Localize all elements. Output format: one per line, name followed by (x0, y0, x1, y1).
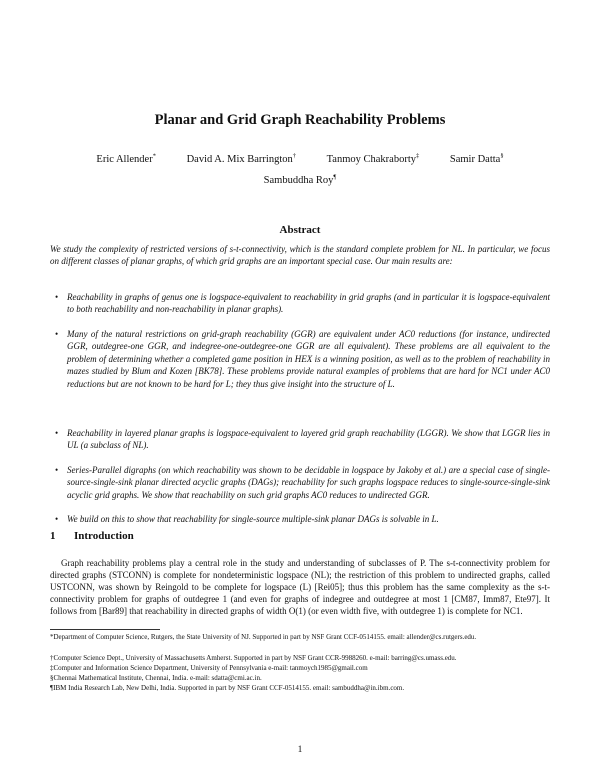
result-item-layered: • Reachability in layered planar graphs is logspace-equivalent to layered grid graph reachability (LGGR). We show that LGGR lies in UL (a subclass of NL). (67, 427, 550, 452)
author-allender: Eric Allender* (96, 152, 156, 165)
author-roy: Sambuddha Roy¶ (263, 173, 337, 186)
paper-title: Planar and Grid Graph Reachability Problems (154, 112, 446, 128)
footnote-datta: §Chennai Mathematical Institute, Chennai, India. e-mail: sdatta@cmi.ac.in. (50, 674, 262, 682)
author-chakraborty: Tanmoy Chakraborty‡ (326, 152, 420, 165)
result-item-multiple-sink: • We build on this to show that reachability for single-source multiple-sink planar DAGs is solvable in L. (67, 513, 550, 525)
introduction-paragraph: Graph reachability problems play a central role in the study and understanding of subclasses of P. The s-t-connectivity problem for directed graphs (STCONN) is complete for nondeterministic logspace (NL); the restriction of this problem to undirected graphs, called USTCONN, was shown by Reingold to be complete for logspace (L) [Rei05]; thus this problem has the same complexity as the s-t-connectivity problem for graphs of outdegree 1 (and even for graphs of indegree and outdegree at most 1 [CM87, Imm87, Ete97]. It follows from [Bar89] that reachability in directed graphs of width O(1) (or even width five, with outdegree 1) is complete for NC1. (50, 558, 550, 616)
author-line-2 (0, 173, 600, 186)
section-heading-introduction (50, 530, 134, 542)
footnote-allender: *Department of Computer Science, Rutgers, the State University of NJ. Supported in part by NSF Grant CCF-0514155. email: allender@cs.rutgers.edu. (50, 633, 477, 641)
author-datta: Samir Datta§ (449, 152, 504, 165)
section-number: 1 (50, 530, 56, 542)
footnote-roy: ¶IBM India Research Lab, New Delhi, India. Supported in part by NSF Grant CCF-0514155. email: sambuddha@in.ibm.com. (50, 684, 405, 692)
abstract-intro: We study the complexity of restricted versions of s-t-connectivity, which is the standard complete problem for NL. In particular, we focus on different classes of planar graphs, of which grid graphs are an important special case. Our main results are: (50, 244, 550, 267)
section-title: Introduction (74, 530, 134, 542)
abstract-body (50, 243, 550, 524)
result-item-series-parallel: • Series-Parallel digraphs (on which reachability was shown to be decidable in logspace by Jakoby et al.) are a special case of single-source-single-sink planar directed acyclic graphs (DAGs); reachability for such graphs logspace reduces to single-source-single-sink acyclic grid graphs. We show that reachability on such grid graphs AC0 reduces to undirected GGR. (67, 464, 550, 501)
footnote-barrington: †Computer Science Dept., University of Massachusetts Amherst. Supported in part by NSF Grant CCR-9988260. e-mail: barring@cs.umass.edu. (50, 654, 457, 662)
result-item-genus-one: • Reachability in graphs of genus one is logspace-equivalent to reachability in grid graphs (and in particular it is logspace-equivalent to both reachability and non-reachability in planar graphs). (67, 291, 550, 316)
footnote-rule (50, 629, 160, 630)
author-barrington: David A. Mix Barrington† (186, 152, 296, 165)
author-line-1 (0, 152, 600, 165)
abstract-heading: Abstract (279, 224, 321, 236)
footnote-chakraborty: ‡Computer and Information Science Department, University of Pennsylvania e-mail: tanmoych1985@gmail.com (50, 664, 368, 672)
result-item-ggr: • Many of the natural restrictions on grid-graph reachability (GGR) are equivalent under AC0 reductions (for instance, undirected GGR, outdegree-one GGR, and indegree-one-outdegree-one GGR are all equivalent). These problems are all equivalent to the problem of determining whether a completed game position in HEX is a winning position, as well as to the problem of reachability in mazes studied by Blum and Kozen [BK78]. These problems provide natural examples of problems that are hard for NC1 under AC0 reductions but are not known to be hard for L; they thus give insight into the structure of L. (67, 328, 550, 390)
page-number: 1 (297, 745, 303, 755)
